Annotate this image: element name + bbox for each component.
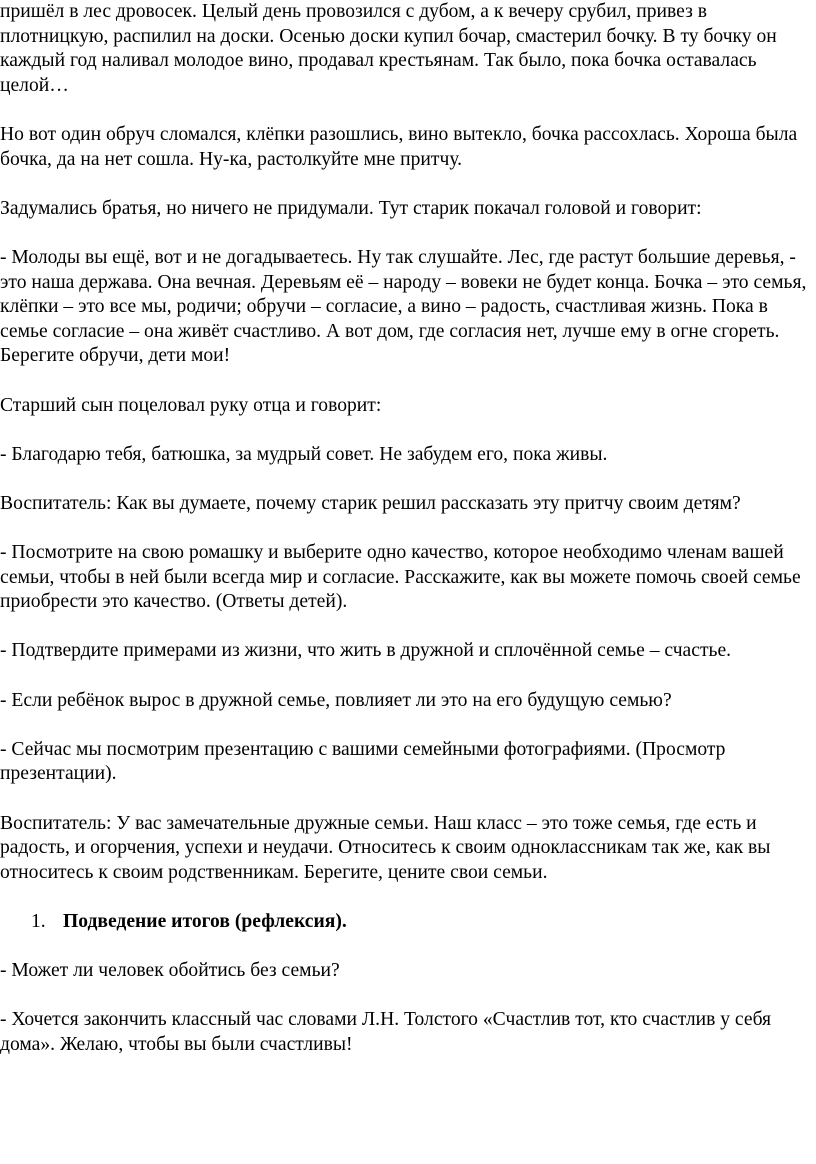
paragraph-gap bbox=[0, 885, 816, 910]
paragraph-brothers-thought: Задумались братья, но ничего не придумали. Тут старик покачал головой и говорит: bbox=[0, 197, 702, 219]
paragraph-future-family: - Если ребёнок вырос в дружной семье, повлияет ли это на его будущую семью? bbox=[0, 689, 672, 711]
paragraph-woodcutter: пришёл в лес дровосек. Целый день провозился с дубом, а к вечеру срубил, привез в плотницкую, распилил на доски. Осенью доски купил бочар, смастерил бочку. В ту бочку он каждый год наливал молодое вино, продавал крестьянам. Так было, пока бочка оставалась целой… bbox=[0, 1, 777, 96]
paragraph-gap bbox=[0, 221, 816, 246]
paragraph-chamomile-task: - Посмотрите на свою ромашку и выберите одно качество, которое необходимо членам вашей семьи, чтобы в ней были всегда мир и согласие. Расскажите, как вы можете помочь своей семье приобрести это качество. (Ответы детей). bbox=[0, 542, 801, 613]
paragraph-gap bbox=[0, 984, 816, 1009]
paragraph-parable-explanation: - Молоды вы ещё, вот и не догадываетесь. Ну так слушайте. Лес, где растут большие деревья, - это наша держава. Она вечная. Деревьям её – народу – вовеки не будет конца. Бочка – это семья, клёпки – это все мы, родичи; обручи – согласие, а вино – радость, счастливая жизнь. Пока в семье согласие – она живёт счастливо. А вот дом, где согласия нет, лучше ему в огне сгореть. Берегите обручи, дети мои! bbox=[0, 246, 807, 367]
paragraph-gap bbox=[0, 787, 816, 812]
section-heading: Подведение итогов (рефлексия). bbox=[63, 910, 347, 932]
paragraph-gap bbox=[0, 713, 816, 738]
paragraph-elder-son: Старший сын поцеловал руку отца и говорит: bbox=[0, 394, 382, 416]
paragraph-gap bbox=[0, 172, 816, 197]
numbered-heading bbox=[0, 910, 816, 935]
paragraph-presentation: - Сейчас мы посмотрим презентацию с вашими семейными фотографиями. (Просмотр презентации). bbox=[0, 738, 726, 785]
paragraph-tolstoy-quote: - Хочется закончить классный час словами Л.Н. Толстого «Счастлив тот, кто счастлив у себя дома». Желаю, чтобы вы были счастливы! bbox=[0, 1009, 772, 1055]
paragraph-gap bbox=[0, 516, 816, 541]
paragraph-without-family: - Может ли человек обойтись без семьи? bbox=[0, 960, 340, 982]
paragraph-gap bbox=[0, 467, 816, 492]
paragraph-gap bbox=[0, 418, 816, 443]
paragraph-gap bbox=[0, 664, 816, 689]
paragraph-thanks: - Благодарю тебя, батюшка, за мудрый совет. Не забудем его, пока живы. bbox=[0, 443, 608, 465]
paragraph-teacher-conclusion: Воспитатель: У вас замечательные дружные семьи. Наш класс – это тоже семья, где есть и радость, и огорчения, успехи и неудачи. Относитесь к своим одноклассникам так же, как вы относитесь к своим родственникам. Берегите, цените свои семьи. bbox=[0, 812, 771, 883]
paragraph-gap bbox=[0, 615, 816, 640]
paragraph-teacher-question: Воспитатель: Как вы думаете, почему старик решил рассказать эту притчу своим детям? bbox=[0, 492, 741, 514]
list-number: 1. bbox=[31, 910, 46, 932]
paragraph-gap bbox=[0, 369, 816, 394]
paragraph-gap bbox=[0, 935, 816, 960]
paragraph-gap bbox=[0, 98, 816, 123]
paragraph-hoop-broke: Но вот один обруч сломался, клёпки разошлись, вино вытекло, бочка рассохлась. Хороша была бочка, да на нет сошла. Ну-ка, растолкуйте мне притчу. bbox=[0, 123, 798, 170]
paragraph-examples: - Подтвердите примерами из жизни, что жить в дружной и сплочённой семье – счастье. bbox=[0, 640, 732, 662]
